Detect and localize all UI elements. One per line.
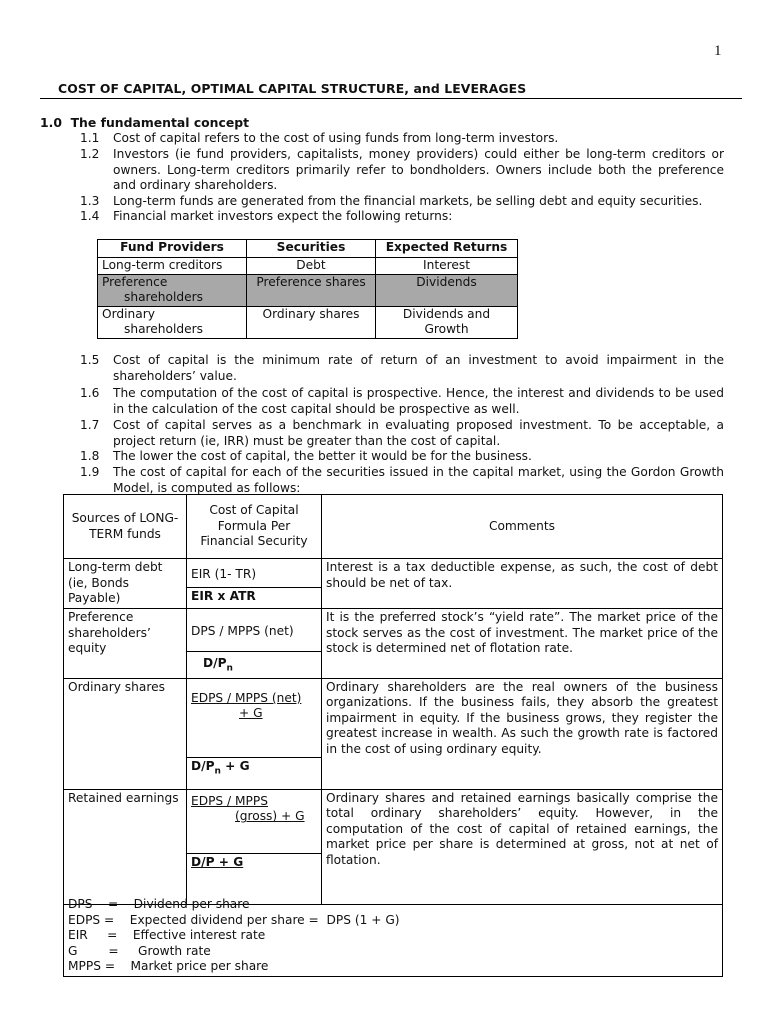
security-cell: Debt [247, 258, 376, 275]
column-header: Expected Returns [376, 240, 518, 258]
formula-cell [187, 609, 322, 679]
item-number: 1.6 [80, 386, 100, 400]
provider-name-cont: shareholders [124, 322, 203, 336]
item-number: 1.3 [80, 194, 100, 208]
definition-line: G = Growth rate [68, 943, 211, 958]
item-number: 1.8 [80, 449, 100, 463]
page-number: 1 [714, 43, 722, 59]
definition-line: EIR = Effective interest rate [68, 928, 266, 942]
table-row [98, 306, 518, 338]
formula-line: EDPS / MPPS (net) [191, 690, 302, 705]
source-cell: Long-term debt (ie, Bonds Payable) [64, 559, 187, 609]
list-item [80, 194, 724, 210]
formula-short-base: D/P [191, 758, 215, 773]
list-item [80, 449, 724, 465]
definition-line: DPS = Dividend per share [68, 897, 250, 911]
source-cell: Ordinary shares [64, 678, 187, 789]
list-item [80, 131, 724, 147]
item-number: 1.5 [80, 353, 100, 367]
item-text: The computation of the cost of capital is prospective. Hence, the interest and dividends to be used in the calculation of the cost capital should be prospective as well. [113, 386, 724, 416]
provider-name-cont: shareholders [124, 290, 203, 304]
comment-cell: Ordinary shares and retained earnings basically comprise the total ordinary shareholders’ equity. However, in the computation of the cost of capital of retained earnings, the market price per share is determined at gross, not at net of flotation. [322, 789, 723, 904]
list-item [80, 386, 724, 417]
formula-short: EIR x ATR [191, 589, 256, 603]
item-number: 1.7 [80, 418, 100, 432]
item-text: Cost of capital is the minimum rate of return of an investment to avoid impairment in the shareholders’ value. [113, 353, 724, 383]
return-cell [376, 306, 518, 338]
column-header: Securities [247, 240, 376, 258]
list-item [80, 147, 724, 194]
table-row [64, 609, 723, 679]
list-item [80, 209, 724, 225]
comment-cell: Ordinary shareholders are the real owners of the business organizations. If the business fails, they absorb the greatest impairment in equity. If the business grows, they register the greatest increase in wealth. As such the growth rate is factored in the cost of using ordinary equity. [322, 678, 723, 789]
table-header-row [98, 240, 518, 258]
section-title: The fundamental concept [70, 115, 250, 130]
formula-line: EDPS / MPPS [191, 793, 268, 808]
return-cell: Interest [376, 258, 518, 275]
list-item [80, 418, 724, 449]
table-row [64, 678, 723, 789]
comment-cell: Interest is a tax deductible expense, as such, the cost of debt should be net of tax. [322, 559, 723, 609]
security-cell: Ordinary shares [247, 306, 376, 338]
item-text: Long-term funds are generated from the financial markets, be selling debt and equity securities. [113, 194, 703, 208]
item-text: Cost of capital refers to the cost of using funds from long-term investors. [113, 131, 559, 145]
item-number: 1.2 [80, 147, 100, 161]
item-text: Investors (ie fund providers, capitalists, money providers) could either be long-term creditors or owners. Long-term creditors primarily refer to bondholders. Owners include both the preference and ordinary shareholders. [113, 147, 724, 192]
formula-text: EIR (1- TR) [187, 559, 321, 588]
source-cell: Preference shareholders’ equity [64, 609, 187, 679]
table-header-row [64, 495, 723, 559]
column-header-sources: Sources of LONG-TERM funds [64, 495, 187, 559]
formula-short-base: D/P [203, 656, 227, 670]
item-text: Financial market investors expect the following returns: [113, 209, 453, 223]
table-row [64, 789, 723, 904]
formula-line: + G [239, 706, 263, 721]
column-header-comments: Comments [322, 495, 723, 559]
formula-subscript: n [226, 663, 233, 674]
source-cell: Retained earnings [64, 789, 187, 904]
section-number: 1.0 [40, 115, 62, 130]
abbreviation-definitions [63, 897, 723, 977]
table-row [64, 559, 723, 609]
fund-providers-table [97, 239, 518, 339]
provider-name: Preference [102, 274, 168, 289]
item-text: The cost of capital for each of the securities issued in the capital market, using the Gordon Growth Model, is computed as follows: [113, 465, 724, 495]
provider-cell [98, 258, 247, 275]
definition-line: EDPS = Expected dividend per share = DPS (1 + G) [68, 912, 400, 927]
return-text: Dividends and [402, 306, 491, 321]
provider-cell [98, 274, 247, 306]
return-cell: Dividends [376, 274, 518, 306]
list-item [80, 465, 724, 496]
item-number: 1.4 [80, 209, 100, 223]
formula-subscript: n [214, 766, 221, 777]
item-number: 1.1 [80, 131, 100, 145]
column-header: Fund Providers [98, 240, 247, 258]
column-header-formula: Cost of Capital Formula Per Financial Security [187, 495, 322, 559]
formula-line: (gross) + G [235, 809, 305, 824]
comment-cell: It is the preferred stock’s “yield rate”. The market price of the stock serves as the cost of investment. The market price of the stock is determined net of flotation rate. [322, 609, 723, 679]
formula-short [187, 758, 321, 781]
formula-text: DPS / MPPS (net) [187, 609, 321, 652]
provider-cell [98, 306, 247, 338]
provider-name: Ordinary [102, 306, 155, 321]
section-heading [40, 115, 249, 131]
item-number: 1.9 [80, 465, 100, 479]
formula-text [187, 679, 321, 758]
table-row [98, 258, 518, 275]
formula-text [187, 790, 321, 854]
table-row [98, 274, 518, 306]
item-text: Cost of capital serves as a benchmark in evaluating proposed investment. To be acceptable, a project return (ie, IRR) must be greater than the cost of capital. [113, 418, 724, 448]
list-item [80, 353, 724, 384]
provider-name: Long-term creditors [102, 258, 223, 272]
formula-cell [187, 678, 322, 789]
document-title: COST OF CAPITAL, OPTIMAL CAPITAL STRUCTURE, and LEVERAGES [58, 81, 527, 96]
definition-line: MPPS = Market price per share [68, 959, 269, 973]
title-underline-rule [40, 98, 742, 99]
cost-of-capital-table [63, 494, 723, 905]
formula-short: D/P + G [191, 854, 244, 869]
formula-short [187, 652, 321, 678]
formula-cell [187, 789, 322, 904]
security-cell: Preference shares [247, 274, 376, 306]
return-text-cont: Growth [424, 322, 469, 336]
formula-cell [187, 559, 322, 609]
formula-short-tail: + G [220, 758, 250, 773]
item-text: The lower the cost of capital, the better it would be for the business. [113, 449, 532, 463]
